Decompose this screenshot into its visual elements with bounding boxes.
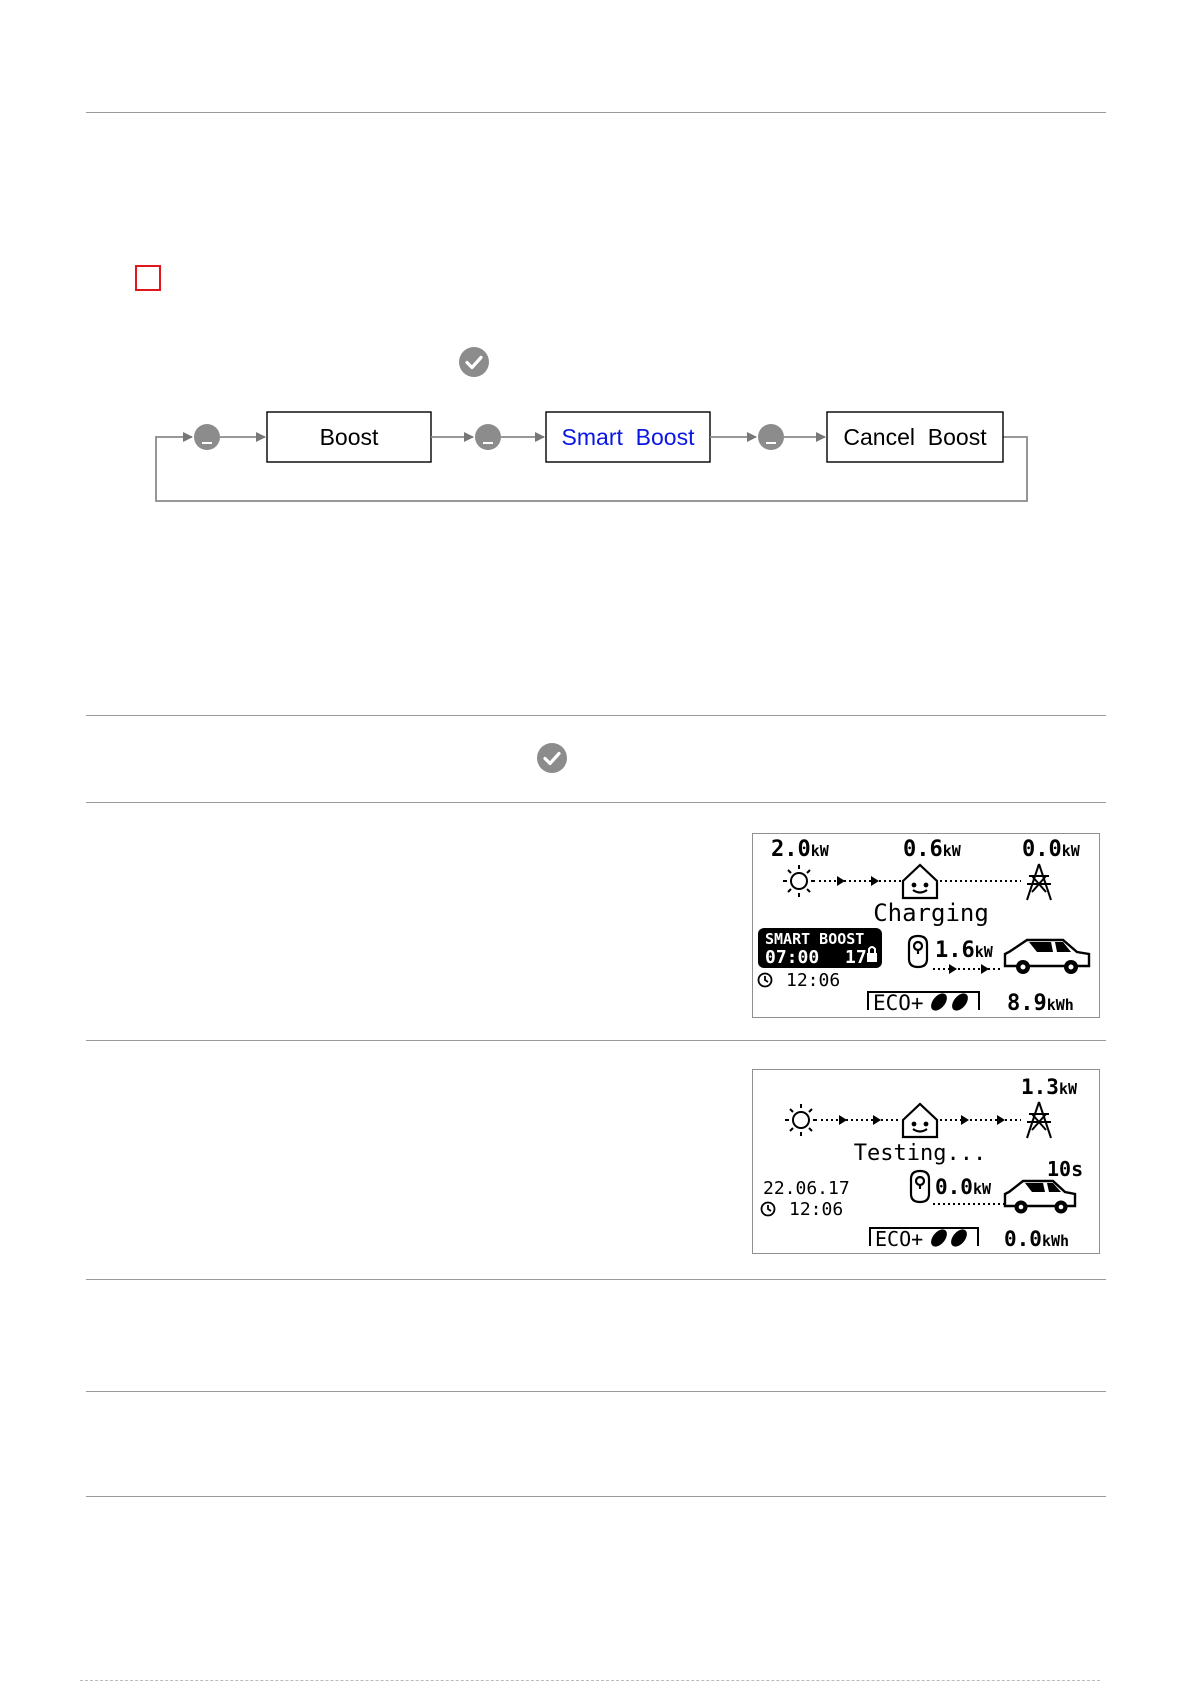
house-icon bbox=[903, 865, 937, 898]
lcd-screen-charging bbox=[752, 833, 1100, 1018]
charge-power-value: 0.0 bbox=[935, 1175, 973, 1199]
eco-mode-badge bbox=[868, 990, 979, 1015]
svg-text:0.0kW bbox=[1022, 837, 1081, 862]
energy-value: 0.0 bbox=[1004, 1227, 1042, 1251]
sun-icon bbox=[783, 865, 815, 897]
boost-label: Boost bbox=[319, 424, 379, 450]
leaf-icon bbox=[928, 990, 971, 1013]
svg-text:0.0kW bbox=[935, 1175, 992, 1199]
smart-boost-time: 07:00 bbox=[765, 947, 820, 968]
charge-power-unit: kW bbox=[972, 1180, 991, 1198]
charger-icon bbox=[911, 1171, 929, 1202]
svg-text:0.6kW bbox=[903, 837, 962, 862]
boost-flow-diagram bbox=[150, 405, 1035, 505]
svg-text:1.6kW bbox=[935, 938, 994, 963]
car-icon bbox=[1005, 940, 1089, 974]
eco-mode-text: ECO+ bbox=[873, 991, 924, 1015]
house-power-unit: kW bbox=[942, 842, 961, 860]
pylon-icon bbox=[1027, 1102, 1051, 1138]
table-rule-1 bbox=[86, 715, 1106, 716]
eco-mode-text: ECO+ bbox=[875, 1227, 924, 1251]
grid-power-value: 0.0 bbox=[1022, 837, 1062, 862]
top-rule bbox=[86, 112, 1106, 113]
eco-mode-badge bbox=[870, 1226, 978, 1251]
status-text: Charging bbox=[873, 899, 989, 927]
energy-unit: kWh bbox=[1046, 996, 1074, 1014]
pylon-icon bbox=[1027, 864, 1051, 900]
minus-circle-icon bbox=[758, 424, 784, 450]
status-text: Testing... bbox=[853, 1141, 987, 1166]
countdown-text: 10s bbox=[1047, 1157, 1084, 1181]
check-circle-icon bbox=[459, 347, 489, 377]
date-text: 22.06.17 bbox=[763, 1178, 850, 1199]
charge-power-value: 1.6 bbox=[935, 938, 975, 963]
grid-power-unit: kW bbox=[1061, 842, 1080, 860]
cancel-boost-label: Cancel Boost bbox=[843, 424, 987, 450]
house-icon bbox=[903, 1104, 937, 1137]
sun-icon bbox=[785, 1104, 817, 1136]
page-bottom-edge bbox=[80, 1680, 1100, 1681]
minus-circle-icon bbox=[194, 424, 220, 450]
lcd-screen-testing bbox=[752, 1069, 1100, 1254]
house-power-value: 0.6 bbox=[903, 837, 943, 862]
grid-power-value: 1.3 bbox=[1021, 1075, 1059, 1099]
table-rule-4 bbox=[86, 1279, 1106, 1280]
table-rule-2 bbox=[86, 802, 1106, 803]
check-circle-icon bbox=[537, 743, 567, 773]
red-square-icon bbox=[135, 265, 161, 291]
smart-boost-amount: 17 bbox=[845, 947, 867, 968]
smart-boost-badge-title: SMART BOOST bbox=[765, 930, 865, 948]
svg-text:1.3kW bbox=[1021, 1075, 1078, 1099]
charge-power-unit: kW bbox=[974, 943, 993, 961]
clock-icon bbox=[762, 1203, 775, 1216]
grid-power-unit: kW bbox=[1058, 1080, 1077, 1098]
energy-value: 8.9 bbox=[1007, 991, 1047, 1016]
leaf-icon bbox=[928, 1226, 970, 1249]
clock-text: 12:06 bbox=[789, 1199, 844, 1220]
minus-circle-icon bbox=[475, 424, 501, 450]
solar-power-value: 2.0 bbox=[771, 837, 811, 862]
car-icon bbox=[1005, 1181, 1075, 1214]
svg-text:8.9kWh bbox=[1007, 991, 1074, 1016]
clock-icon bbox=[759, 974, 772, 987]
table-rule-3 bbox=[86, 1040, 1106, 1041]
solar-power-unit: kW bbox=[810, 842, 829, 860]
svg-text:2.0kW bbox=[771, 837, 830, 862]
clock-text: 12:06 bbox=[786, 970, 841, 991]
table-rule-6 bbox=[86, 1496, 1106, 1497]
energy-unit: kWh bbox=[1041, 1232, 1070, 1250]
charger-icon bbox=[909, 936, 927, 967]
table-rule-5 bbox=[86, 1391, 1106, 1392]
smart-boost-label: Smart Boost bbox=[561, 424, 695, 450]
svg-text:0.0kWh bbox=[1004, 1227, 1069, 1251]
